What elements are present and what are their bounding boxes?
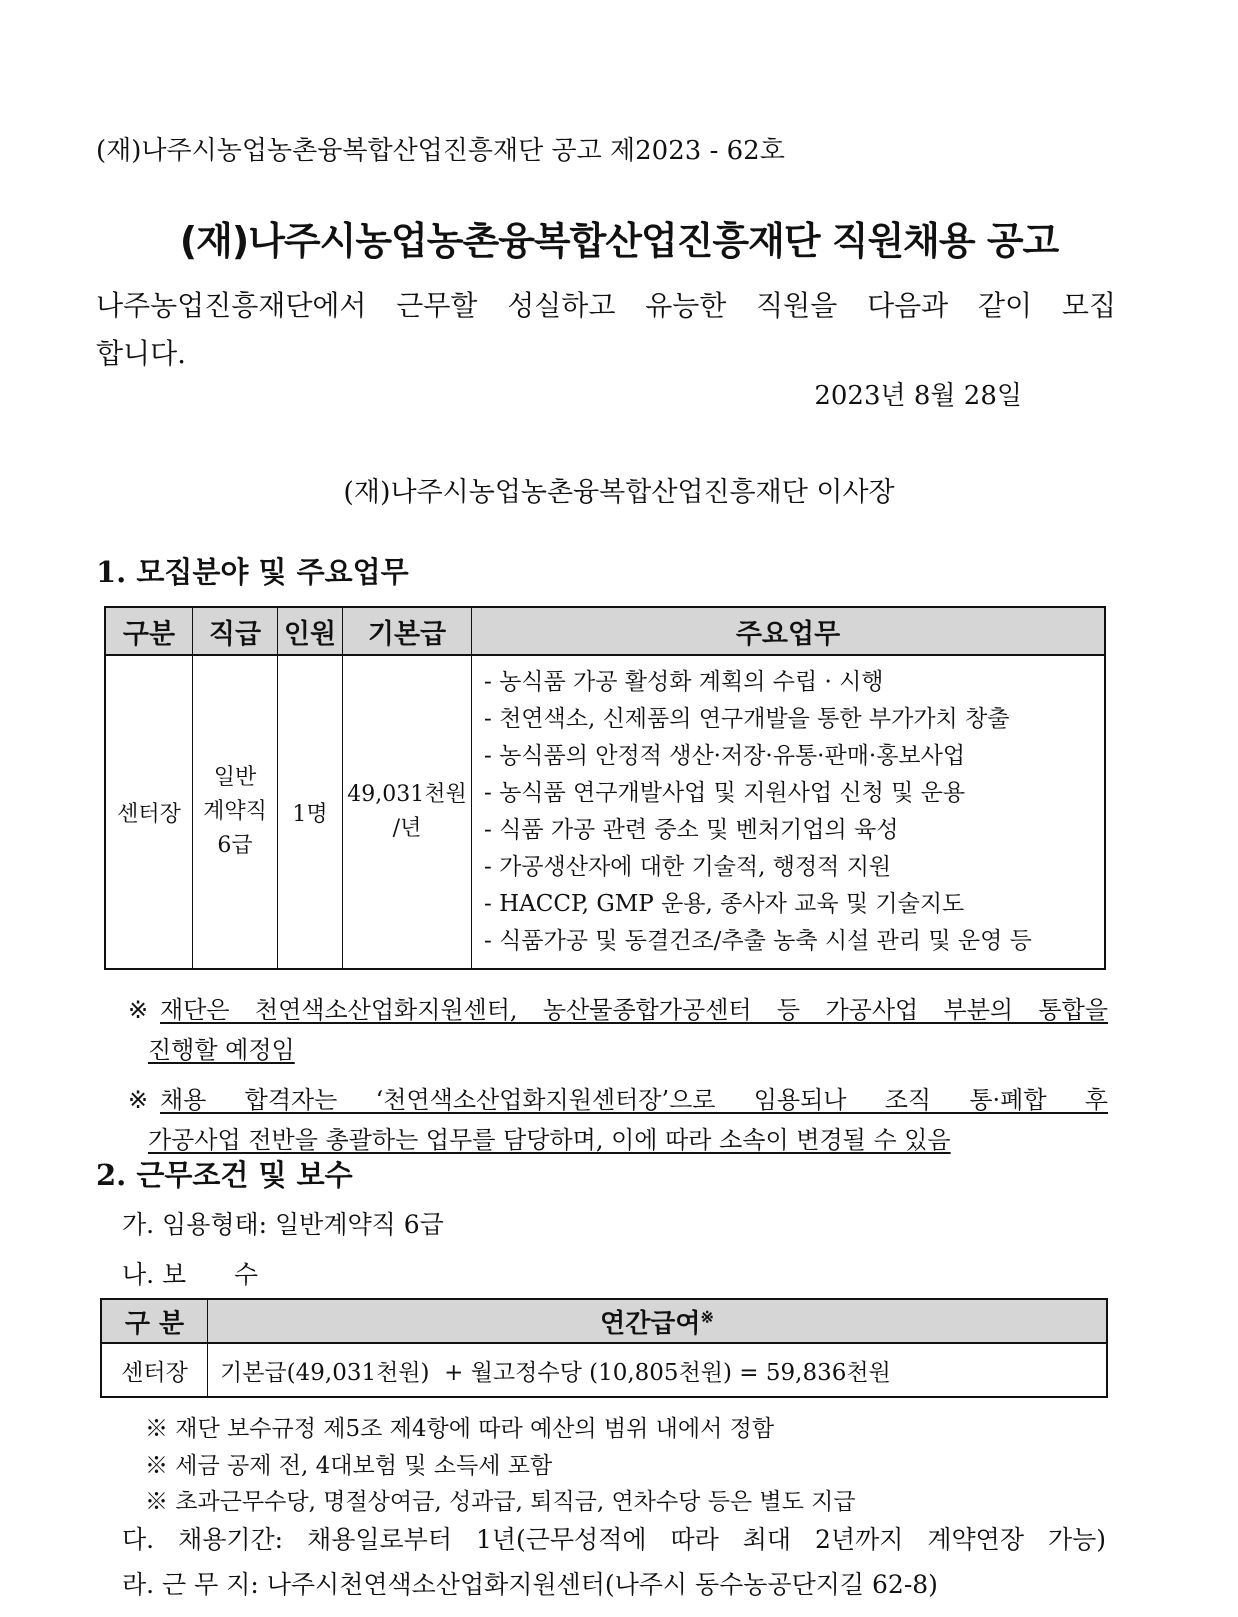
pay-header-annual [208, 1299, 1108, 1343]
grade-line-1: 일반 [213, 765, 257, 790]
duty-item: - HACCP, GMP 운용, 종사자 교육 및 기술지도 [484, 891, 965, 917]
duty-item: - 농식품 연구개발사업 및 지원사업 신청 및 운용 [484, 780, 966, 806]
duty-item: - 농식품의 안정적 생산·저장·유통·판매·홍보사업 [484, 743, 966, 769]
intro-line-2: 합니다. [96, 337, 187, 370]
notice-number: (재)나주시농업농촌융복합산업진흥재단 공고 제2023 - 62호 [96, 136, 785, 166]
duty-item: - 농식품 가공 활성화 계획의 수립 · 시행 [484, 669, 884, 695]
note-line-1: 채용 합격자는 ‘천연색소산업화지원센터장’으로 임용되나 조직 통·폐합 후 [160, 1086, 1108, 1114]
note-line-1: 재단은 천연색소산업화지원센터, 농산물종합가공센터 등 가공사업 부분의 통합을 [160, 996, 1108, 1024]
section-1-heading: 1. 모집분야 및 주요업무 [96, 555, 409, 589]
cell-salary [343, 655, 472, 969]
workplace: 라. 근 무 지: 나주시천연색소산업화지원센터(나주시 동수농공단지길 62-8) [122, 1570, 938, 1599]
pay-label: 나. 보 수 [122, 1260, 259, 1289]
pay-header-mark: ※ [700, 1306, 714, 1326]
duty-item: - 천연색소, 신제품의 연구개발을 통한 부가가치 창출 [484, 706, 1010, 732]
recruitment-table-header [105, 607, 1105, 655]
duty-item: - 식품가공 및 동결건조/추출 농축 시설 관리 및 운영 등 [484, 928, 1032, 954]
section-2-heading: 2. 근무조건 및 보수 [96, 1158, 353, 1192]
notice-date: 2023년 8월 28일 [814, 381, 1022, 411]
cell-category: 센터장 [105, 655, 193, 969]
employment-period [122, 1520, 1106, 1556]
pay-cell-amount: 기본급(49,031천원) + 월고정수당 (10,805천원) = 59,836천원 [208, 1343, 1108, 1397]
duty-item: - 가공생산자에 대한 기술적, 행정적 지원 [484, 854, 892, 880]
page-title: (재)나주시농업농촌융복합산업진흥재단 직원채용 공고 [179, 219, 1059, 263]
pay-note: ※ 초과근무수당, 명절상여금, 성과급, 퇴직금, 연차수당 등은 별도 지급 [145, 1489, 856, 1515]
note-line-2: 진행할 예정임 [148, 1036, 295, 1064]
cell-grade [193, 655, 278, 969]
table-row [101, 1343, 1107, 1397]
employment-type: 가. 임용형태: 일반계약직 6급 [122, 1210, 444, 1239]
header-salary: 기본급 [343, 607, 472, 655]
header-grade: 직급 [193, 607, 278, 655]
recruitment-table [104, 606, 1106, 970]
grade-line-2: 계약직 [203, 799, 267, 824]
salary-line-1: 49,031천원 [347, 782, 467, 807]
note-appointment [128, 1080, 1108, 1160]
cell-duties [472, 655, 1106, 969]
note-mark: ※ [128, 996, 149, 1024]
intro-paragraph [96, 282, 1116, 378]
header-duties: 주요업무 [472, 607, 1106, 655]
pay-header-annual-label: 연간급여 [600, 1308, 701, 1339]
intro-line-1: 나주농업진흥재단에서 근무할 성실하고 유능한 직원을 다음과 같이 모집 [96, 289, 1116, 322]
note-mark: ※ [128, 1086, 149, 1114]
grade-line-3: 6급 [217, 833, 253, 858]
header-category: 구분 [105, 607, 193, 655]
table-row [105, 655, 1105, 969]
pay-note: ※ 재단 보수규정 제5조 제4항에 따라 예산의 범위 내에서 정함 [145, 1416, 775, 1442]
pay-table [100, 1298, 1108, 1398]
cell-count: 1명 [278, 655, 343, 969]
employment-period-text: 다. 채용기간: 채용일로부터 1년(근무성적에 따라 최대 2년까지 계약연장 가능) [122, 1525, 1106, 1554]
header-count: 인원 [278, 607, 343, 655]
salary-line-2: /년 [392, 816, 422, 841]
pay-cell-category: 센터장 [101, 1343, 208, 1397]
pay-table-header [101, 1299, 1107, 1343]
note-integration [128, 990, 1108, 1070]
pay-header-category: 구 분 [101, 1299, 208, 1343]
signer: (재)나주시농업농촌융복합산업진흥재단 이사장 [343, 477, 895, 508]
pay-note: ※ 세금 공제 전, 4대보험 및 소득세 포함 [145, 1453, 553, 1479]
duty-item: - 식품 가공 관련 중소 및 벤처기업의 육성 [484, 817, 899, 843]
note-line-2: 가공사업 전반을 총괄하는 업무를 담당하며, 이에 따라 소속이 변경될 수 있음 [148, 1126, 951, 1154]
